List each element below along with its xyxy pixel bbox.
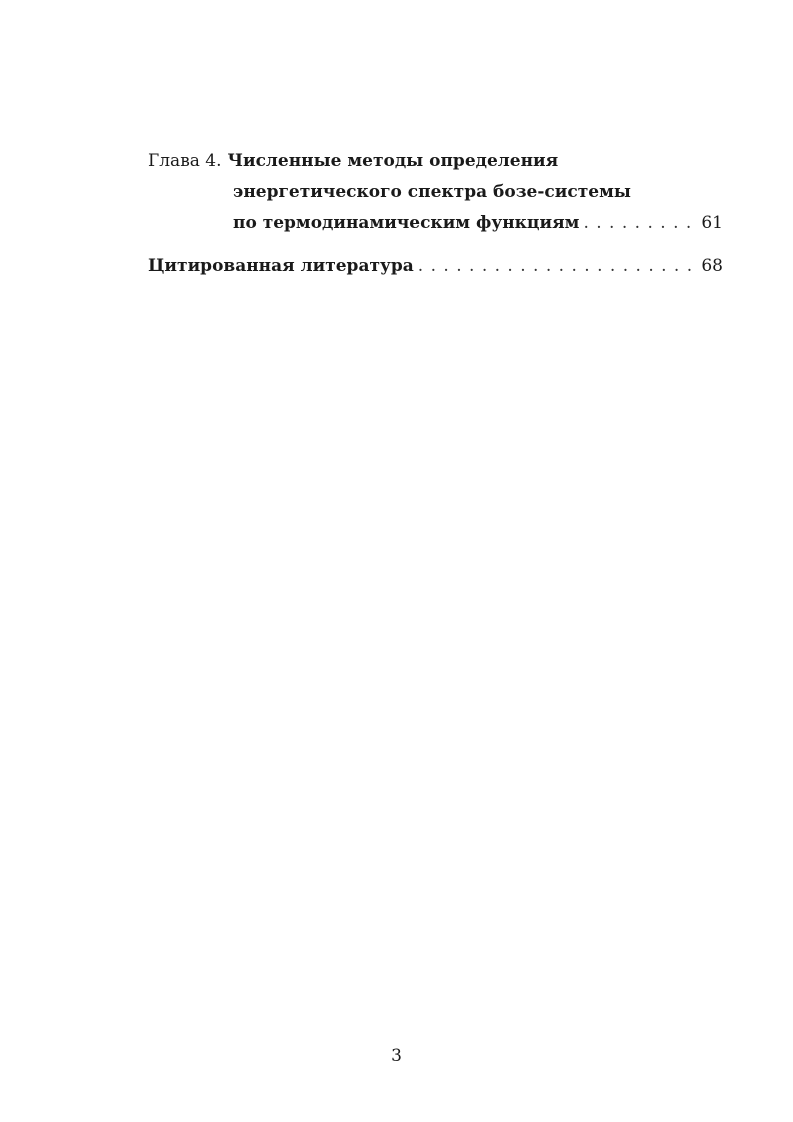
- chapter-title-line2: энергетического спектра бозе-системы: [233, 182, 631, 202]
- dot-leader: [414, 255, 696, 277]
- references-page-number: 68: [701, 256, 723, 276]
- toc-entry-chapter4-line2: [233, 181, 631, 203]
- toc-entry-chapter4-line3: [233, 212, 723, 234]
- dot-leader: [579, 212, 695, 234]
- chapter-title-line1: Численные методы определения: [227, 151, 559, 171]
- chapter4-page-number: 61: [701, 213, 723, 233]
- chapter-title-line3: по термодинамическим функциям: [233, 213, 580, 233]
- toc-entry-chapter4-line1: [148, 150, 558, 172]
- references-title: Цитированная литература: [148, 256, 414, 276]
- page-number: 3: [391, 1046, 402, 1066]
- chapter-label: Глава 4.: [148, 151, 222, 171]
- toc-entry-references: [148, 255, 723, 277]
